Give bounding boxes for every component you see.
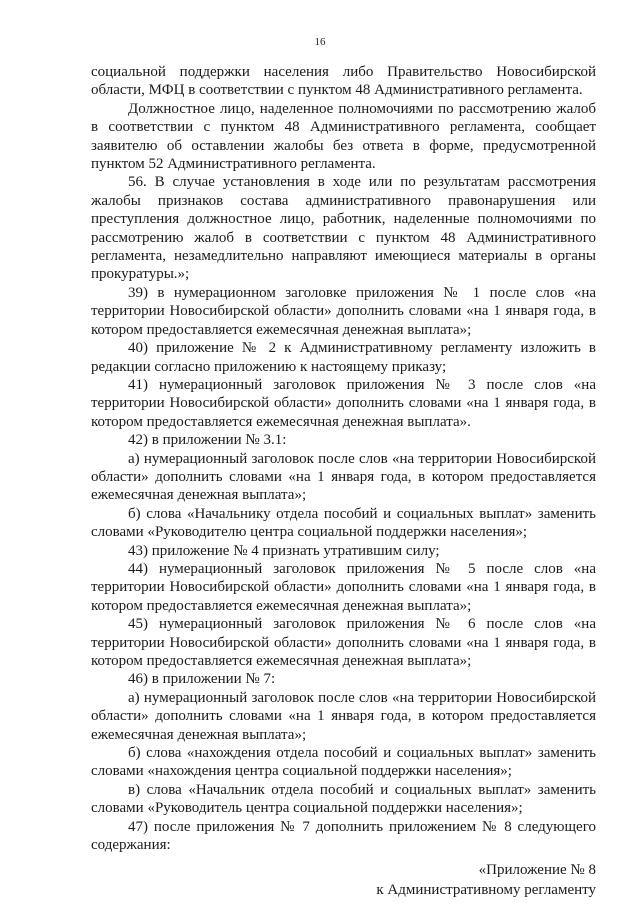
paragraph-item-42: 42) в приложении № 3.1: xyxy=(128,432,287,449)
paragraph-official-notice: Должностное лицо, наделенное полномочиями по рассмотрению жалоб в соответствии с пунктом 48 Административного регламента, сообщает заявителю об оставлении жалобы без ответа в форме, предусмотренной пунктом 52 Административного регламента. xyxy=(91,100,596,173)
paragraph-item-39: 39) в нумерационном заголовке приложения № 1 после слов «на территории Новосибирской области» дополнить словами «на 1 января года, в котором предоставляется ежемесячная денежная выплата»; xyxy=(91,284,596,338)
paragraph-item-46: 46) в приложении № 7: xyxy=(128,671,276,688)
paragraph-item-42b: б) слова «Начальнику отдела пособий и социальных выплат» заменить словами «Руководителю центра социальной поддержки населения»; xyxy=(91,505,596,541)
appendix-heading-line1: «Приложение № 8 xyxy=(478,862,596,879)
paragraph-item-56: 56. В случае установления в ходе или по результатам рассмотрения жалобы признаков состава административного правонарушения или преступления должностное лицо, работник, наделенные полномочиями по рассмотрению жалоб в соответствии с пунктом 48 Административного регламента, незамедлительно направляют имеющиеся материалы в органы прокуратуры.»; xyxy=(91,174,596,283)
document-body xyxy=(91,63,596,900)
paragraph-item-40: 40) приложение № 2 к Административному регламенту изложить в редакции согласно приложению к настоящему приказу; xyxy=(91,340,596,375)
paragraph-item-41: 41) нумерационный заголовок приложения № 3 после слов «на территории Новосибирской области» дополнить словами «на 1 января года, в котором предоставляется ежемесячная денежная выплата». xyxy=(91,376,596,430)
paragraph-item-45: 45) нумерационный заголовок приложения № 6 после слов «на территории Новосибирской области» дополнить словами «на 1 января года, в котором предоставляется ежемесячная денежная выплата»; xyxy=(91,616,596,669)
appendix-heading-line2: к Административному регламенту xyxy=(376,882,596,899)
paragraph-item-46b: б) слова «нахождения отдела пособий и социальных выплат» заменить словами «нахождения центра социальной поддержки населения»; xyxy=(91,745,596,780)
paragraph-continuation: социальной поддержки населения либо Правительство Новосибирской области, МФЦ в соответствии с пунктом 48 Административного регламента. xyxy=(91,64,596,99)
paragraph-item-46c: в) слова «Начальник отдела пособий и социальных выплат» заменить словами «Руководитель центра социальной поддержки населения»; xyxy=(91,781,596,817)
paragraph-item-43: 43) приложение № 4 признать утратившим силу; xyxy=(128,542,440,559)
paragraph-item-47: 47) после приложения № 7 дополнить приложением № 8 следующего содержания: xyxy=(91,818,596,854)
page-number: 16 xyxy=(314,36,326,48)
paragraph-item-44: 44) нумерационный заголовок приложения № 5 после слов «на территории Новосибирской области» дополнить словами «на 1 января года, в котором предоставляется ежемесячная денежная выплата»; xyxy=(91,560,596,614)
paragraph-item-42a: а) нумерационный заголовок после слов «на территории Новосибирской области» дополнить словами «на 1 января года, в котором предоставляется ежемесячная денежная выплата»; xyxy=(91,450,596,504)
paragraph-item-46a: а) нумерационный заголовок после слов «на территории Новосибирской области» дополнить словами «на 1 января года, в котором предоставляется ежемесячная денежная выплата»; xyxy=(91,689,596,743)
